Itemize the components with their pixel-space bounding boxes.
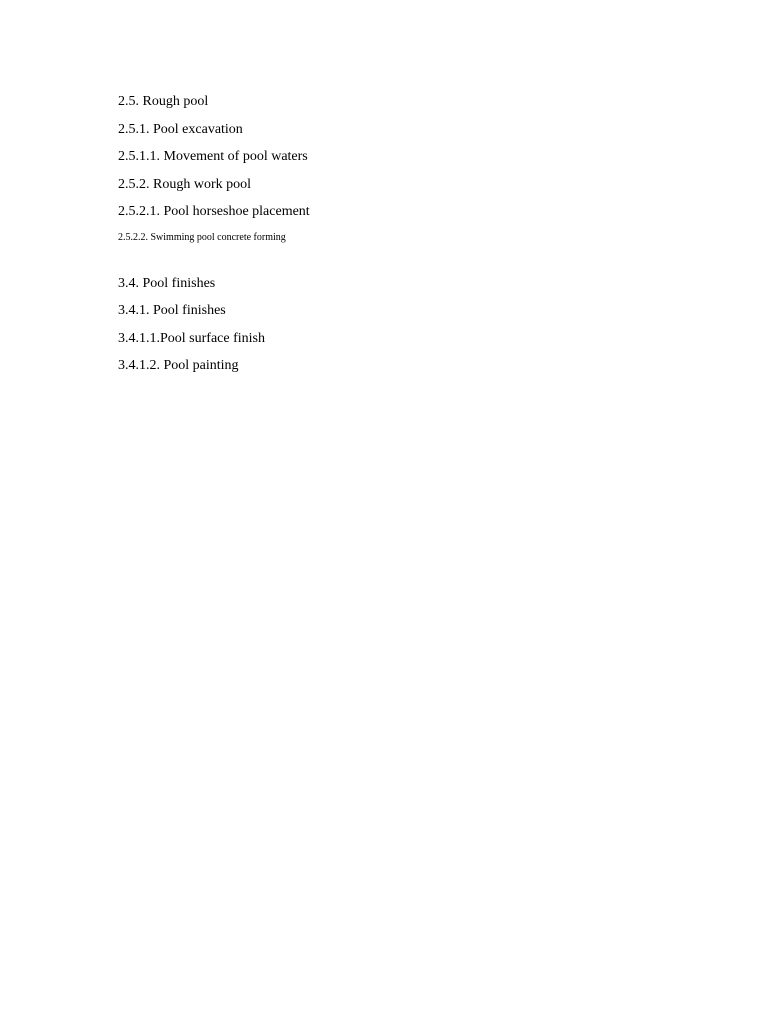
toc-entry: 2.5.2.1. Pool horseshoe placement — [118, 204, 310, 219]
toc-entry: 3.4. Pool finishes — [118, 276, 216, 291]
toc-entry: 2.5.2.2. Swimming pool concrete forming — [118, 232, 286, 243]
toc-entry: 2.5.2. Rough work pool — [118, 177, 251, 192]
toc-entry: 3.4.1. Pool finishes — [118, 303, 226, 318]
toc-entry: 3.4.1.1.Pool surface finish — [118, 331, 265, 346]
toc-entry: 2.5.1.1. Movement of pool waters — [118, 149, 308, 164]
toc-entry: 2.5. Rough pool — [118, 94, 209, 109]
toc-entry: 3.4.1.2. Pool painting — [118, 358, 239, 373]
toc-entry: 2.5.1. Pool excavation — [118, 122, 243, 137]
